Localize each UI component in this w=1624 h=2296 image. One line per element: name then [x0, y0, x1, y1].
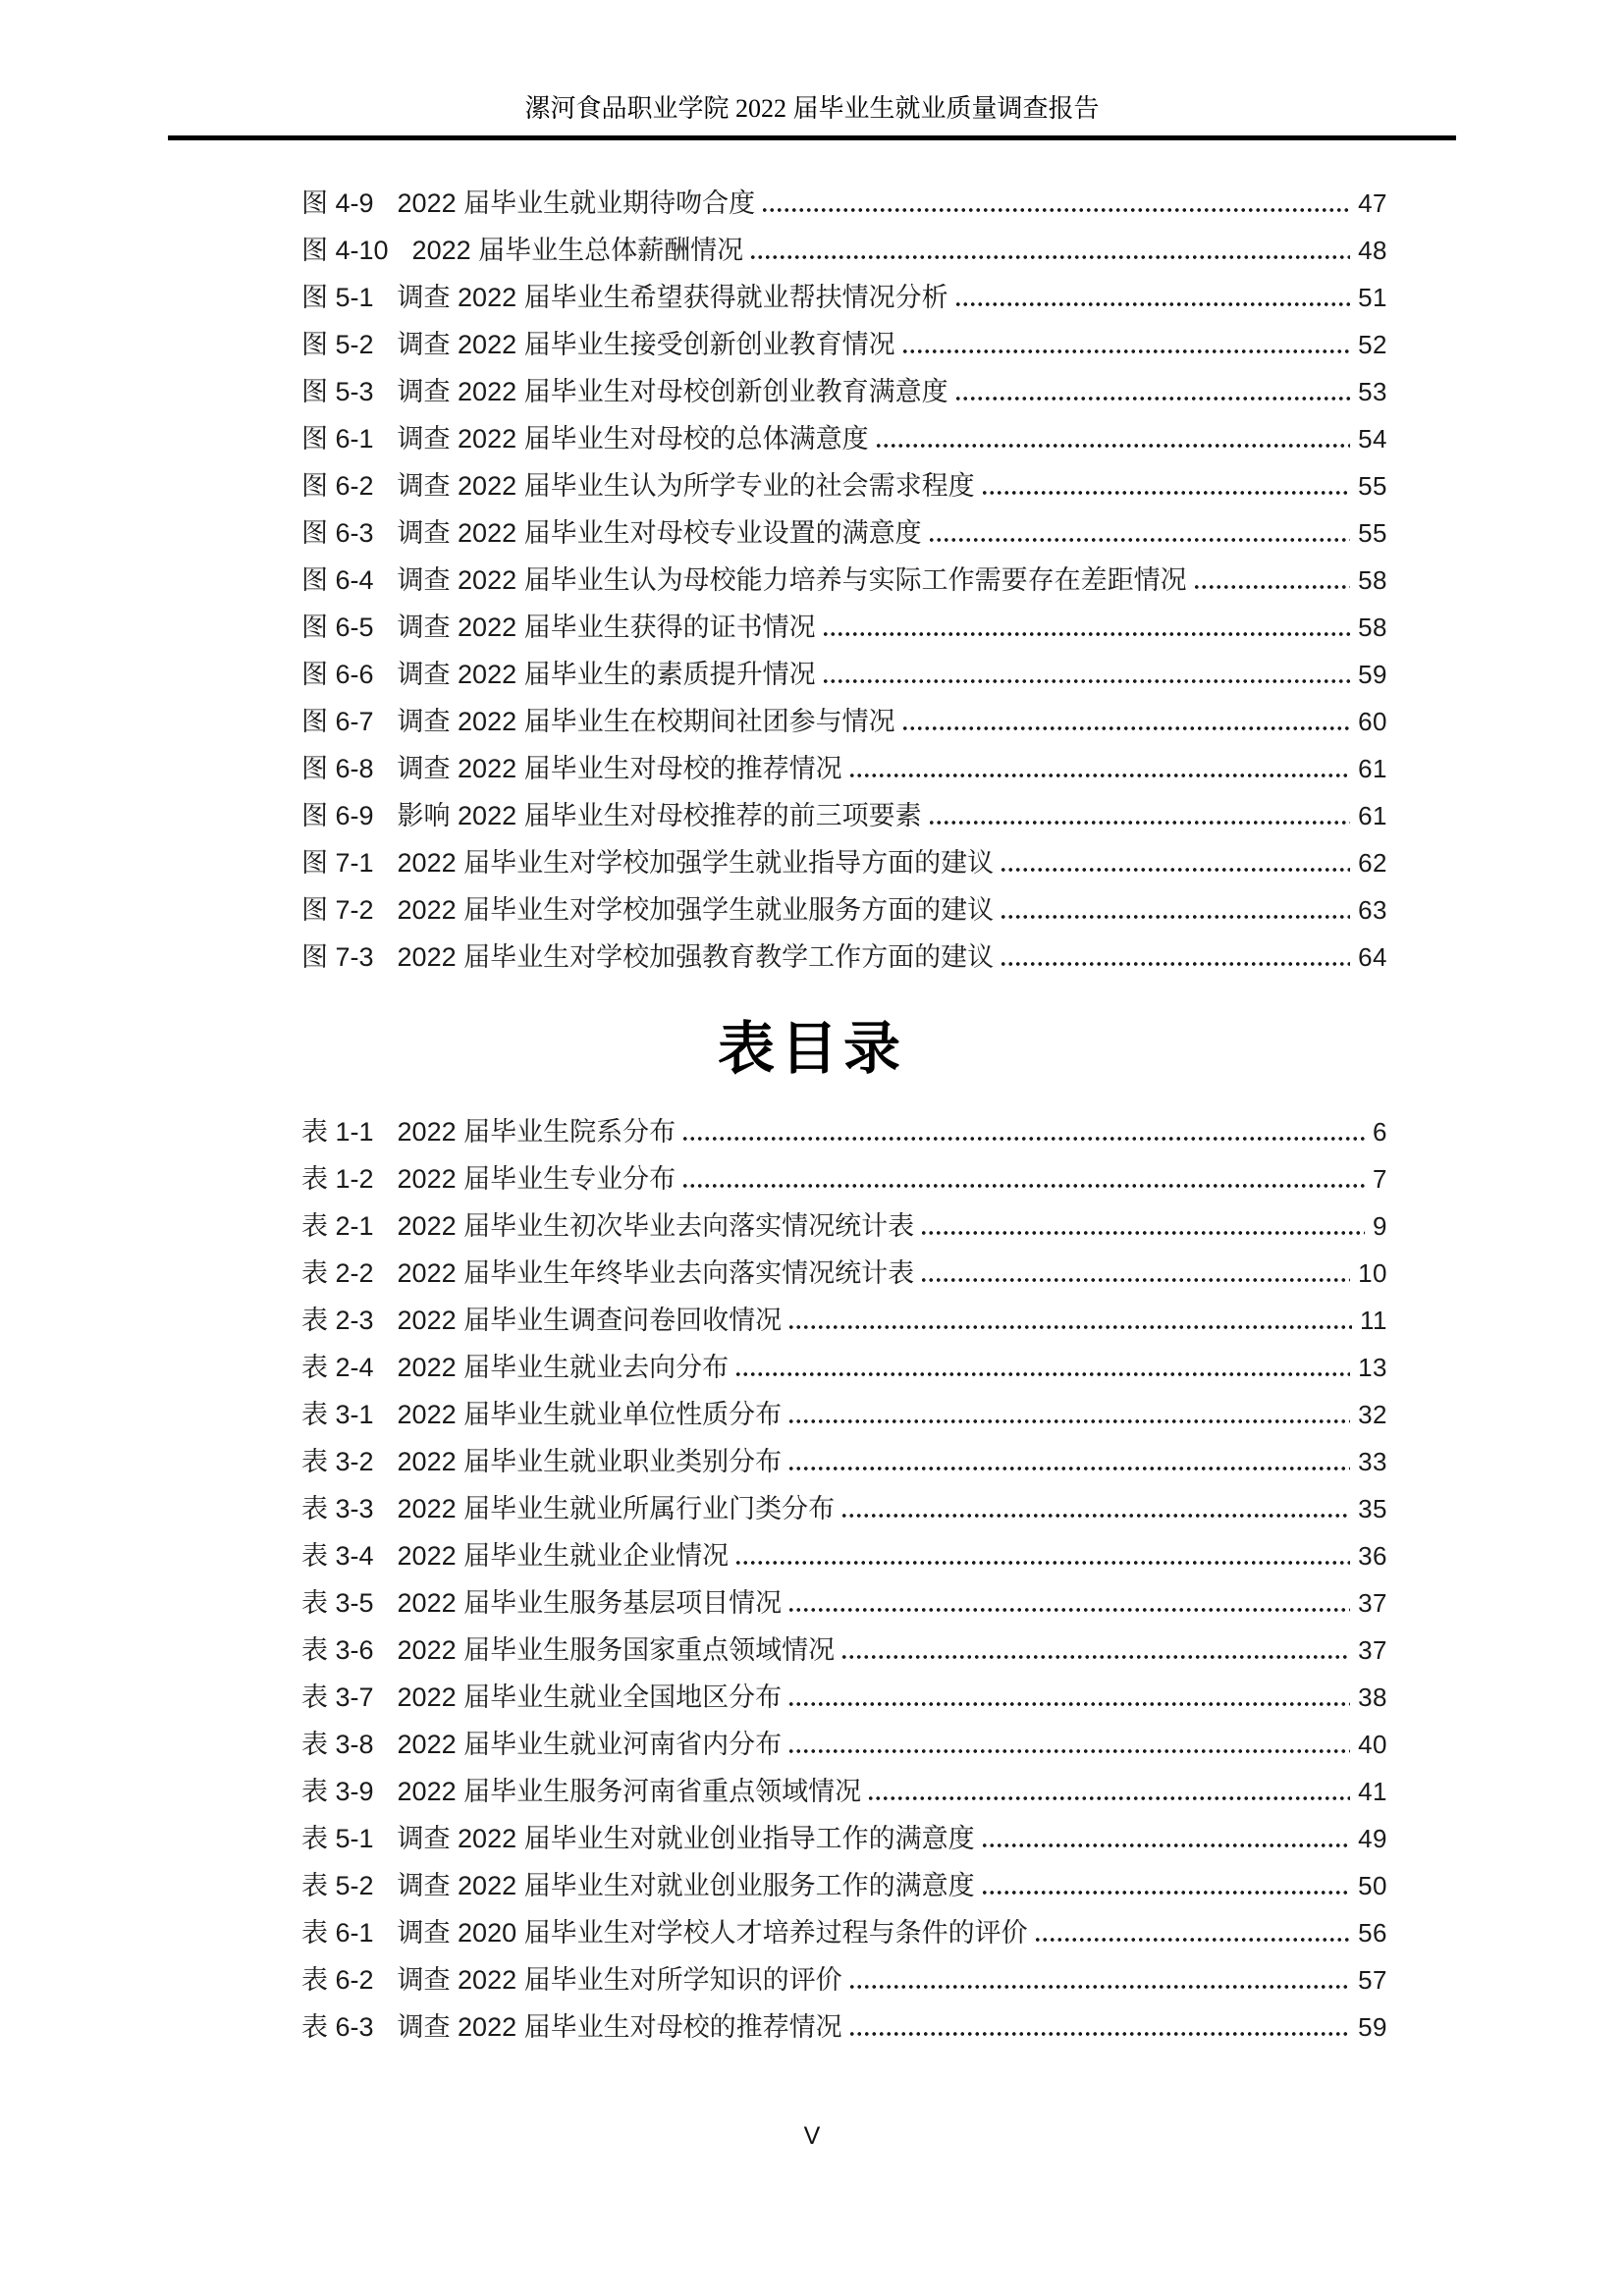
toc-entry-label: 表 3-6	[301, 1635, 374, 1665]
dot-leader	[681, 1108, 1365, 1155]
toc-entry-page-number: 38	[1358, 1682, 1387, 1712]
toc-entry-label: 图 6-6	[301, 660, 374, 689]
toc-entry[interactable]	[301, 745, 1387, 792]
toc-entry-title: 调查 2022 届毕业生对所学知识的评价	[397, 1965, 842, 1995]
toc-entry-title: 调查 2022 届毕业生对母校创新创业教育满意度	[397, 377, 948, 406]
toc-entry-page-number: 50	[1358, 1871, 1387, 1900]
toc-entry-label: 表 5-1	[301, 1824, 374, 1853]
toc-entry[interactable]	[301, 274, 1387, 321]
toc-entry-page-number: 59	[1358, 660, 1387, 689]
toc-entry-title: 调查 2022 届毕业生对就业创业指导工作的满意度	[397, 1824, 975, 1853]
toc-entry-label: 表 3-7	[301, 1682, 374, 1712]
toc-entry[interactable]	[301, 1862, 1387, 1909]
toc-entry-page-number: 9	[1373, 1211, 1387, 1241]
figure-toc-list	[301, 180, 1387, 981]
toc-entry-title: 调查 2022 届毕业生对母校的推荐情况	[397, 2012, 842, 2042]
toc-entry-page-number: 37	[1358, 1588, 1387, 1618]
toc-entry-page-number: 51	[1358, 283, 1387, 312]
toc-entry-title: 调查 2022 届毕业生对就业创业服务工作的满意度	[397, 1871, 975, 1900]
toc-entry-label: 图 7-1	[301, 848, 374, 878]
dot-leader	[734, 1532, 1350, 1579]
dot-leader	[981, 1862, 1350, 1909]
toc-entry-title: 2022 届毕业生服务国家重点领域情况	[397, 1635, 836, 1665]
toc-entry-title: 2022 届毕业生就业期待吻合度	[397, 188, 756, 218]
toc-entry-label: 表 5-2	[301, 1871, 374, 1900]
toc-entry-label: 表 2-4	[301, 1353, 374, 1382]
toc-entry-label: 表 3-5	[301, 1588, 374, 1618]
toc-entry[interactable]	[301, 1155, 1387, 1202]
toc-entry-page-number: 11	[1360, 1306, 1387, 1335]
toc-entry-page-number: 33	[1358, 1447, 1387, 1476]
toc-entry-label: 图 6-4	[301, 565, 374, 595]
toc-entry[interactable]	[301, 1391, 1387, 1438]
dot-leader	[867, 1768, 1350, 1815]
toc-entry[interactable]	[301, 1438, 1387, 1485]
toc-entry-label: 图 6-7	[301, 707, 374, 736]
dot-leader	[981, 1815, 1350, 1862]
toc-entry-title: 2022 届毕业生初次毕业去向落实情况统计表	[397, 1211, 915, 1241]
toc-entry-page-number: 10	[1358, 1258, 1387, 1288]
dot-leader	[787, 1579, 1350, 1627]
dot-leader	[681, 1155, 1365, 1202]
toc-entry-title: 2022 届毕业生调查问卷回收情况	[397, 1306, 783, 1335]
toc-entry-title: 2022 届毕业生就业单位性质分布	[397, 1400, 783, 1429]
toc-entry-label: 表 2-2	[301, 1258, 374, 1288]
toc-entry-page-number: 41	[1358, 1777, 1387, 1806]
toc-entry[interactable]	[301, 1627, 1387, 1674]
toc-entry-page-number: 62	[1358, 848, 1387, 878]
dot-leader	[1000, 934, 1350, 981]
dot-leader	[840, 1485, 1350, 1532]
toc-entry-title: 调查 2022 届毕业生认为所学专业的社会需求程度	[397, 471, 975, 501]
toc-entry-title: 2022 届毕业生对学校加强学生就业指导方面的建议	[397, 848, 995, 878]
toc-entry[interactable]	[301, 839, 1387, 886]
toc-entry[interactable]	[301, 321, 1387, 368]
toc-entry-page-number: 36	[1358, 1541, 1387, 1571]
dot-leader	[875, 415, 1350, 462]
toc-entry-title: 调查 2022 届毕业生对母校专业设置的满意度	[397, 518, 922, 548]
dot-leader	[822, 651, 1350, 698]
dot-leader	[954, 274, 1350, 321]
dot-leader	[1193, 557, 1350, 604]
toc-entry-label: 表 3-8	[301, 1730, 374, 1759]
toc-entry-title: 2022 届毕业生就业所属行业门类分布	[397, 1494, 836, 1523]
toc-entry[interactable]	[301, 1108, 1387, 1155]
toc-entry-page-number: 48	[1358, 236, 1387, 265]
dot-leader	[848, 1956, 1350, 2003]
toc-entry-label: 表 6-3	[301, 2012, 374, 2042]
toc-entry-page-number: 47	[1358, 188, 1387, 218]
toc-entry-title: 2022 届毕业生就业去向分布	[397, 1353, 730, 1382]
toc-entry-label: 表 6-1	[301, 1918, 374, 1948]
toc-entry-page-number: 13	[1358, 1353, 1387, 1382]
toc-entry-label: 图 5-1	[301, 283, 374, 312]
dot-leader	[734, 1344, 1350, 1391]
toc-entry[interactable]	[301, 1768, 1387, 1815]
toc-entry-label: 图 7-3	[301, 942, 374, 972]
toc-entry-label: 图 6-5	[301, 613, 374, 642]
toc-entry[interactable]	[301, 180, 1387, 227]
document-header-title: 漯河食品职业学院 2022 届毕业生就业质量调查报告	[524, 94, 1100, 123]
toc-entry-label: 表 1-2	[301, 1164, 374, 1194]
toc-entry-page-number: 57	[1358, 1965, 1387, 1995]
toc-entry[interactable]	[301, 1297, 1387, 1344]
toc-entry-label: 表 3-9	[301, 1777, 374, 1806]
dot-leader	[787, 1674, 1350, 1721]
toc-entry[interactable]	[301, 1532, 1387, 1579]
toc-entry[interactable]	[301, 792, 1387, 839]
toc-entry-title: 2022 届毕业生院系分布	[397, 1117, 677, 1147]
header-rule	[168, 135, 1456, 140]
toc-entry-title: 调查 2022 届毕业生在校期间社团参与情况	[397, 707, 895, 736]
toc-entry[interactable]	[301, 1815, 1387, 1862]
toc-entry-label: 图 6-2	[301, 471, 374, 501]
toc-entry[interactable]	[301, 227, 1387, 274]
toc-entry[interactable]	[301, 368, 1387, 415]
toc-entry-page-number: 52	[1358, 330, 1387, 359]
page-number-footer: V	[803, 2122, 821, 2150]
dot-leader	[822, 604, 1350, 651]
toc-entry[interactable]	[301, 698, 1387, 745]
toc-entry[interactable]	[301, 886, 1387, 934]
toc-entry[interactable]	[301, 604, 1387, 651]
dot-leader	[901, 698, 1350, 745]
table-toc-heading: 表目录	[717, 1017, 906, 1081]
toc-entry[interactable]	[301, 934, 1387, 981]
dot-leader	[787, 1391, 1350, 1438]
toc-entry-title: 2022 届毕业生对学校加强教育教学工作方面的建议	[397, 942, 995, 972]
toc-entry-title: 2022 届毕业生专业分布	[397, 1164, 677, 1194]
toc-entry-page-number: 61	[1358, 754, 1387, 783]
toc-entry-title: 调查 2020 届毕业生对学校人才培养过程与条件的评价	[397, 1918, 1028, 1948]
toc-entry-page-number: 35	[1358, 1494, 1387, 1523]
toc-entry-page-number: 53	[1358, 377, 1387, 406]
dot-leader	[840, 1627, 1350, 1674]
dot-leader	[1000, 886, 1350, 934]
toc-entry[interactable]	[301, 1202, 1387, 1250]
dot-leader	[981, 462, 1350, 509]
toc-entry-title: 2022 届毕业生对学校加强学生就业服务方面的建议	[397, 895, 995, 925]
dot-leader	[928, 509, 1350, 557]
toc-entry-title: 2022 届毕业生总体薪酬情况	[411, 236, 744, 265]
toc-entry-page-number: 49	[1358, 1824, 1387, 1853]
table-toc-list	[301, 1108, 1387, 2051]
toc-entry[interactable]	[301, 1674, 1387, 1721]
toc-entry-page-number: 32	[1358, 1400, 1387, 1429]
toc-entry-label: 图 6-1	[301, 424, 374, 454]
toc-entry-page-number: 6	[1373, 1117, 1387, 1147]
toc-entry-page-number: 37	[1358, 1635, 1387, 1665]
dot-leader	[920, 1202, 1365, 1250]
toc-entry-page-number: 63	[1358, 895, 1387, 925]
toc-entry-page-number: 58	[1358, 613, 1387, 642]
dot-leader	[787, 1438, 1350, 1485]
toc-entry-label: 表 6-2	[301, 1965, 374, 1995]
dot-leader	[901, 321, 1350, 368]
toc-entry-label: 图 4-9	[301, 188, 374, 218]
toc-entry-label: 表 3-4	[301, 1541, 374, 1571]
toc-entry-title: 调查 2022 届毕业生认为母校能力培养与实际工作需要存在差距情况	[397, 565, 1187, 595]
toc-entry[interactable]	[301, 557, 1387, 604]
toc-entry-page-number: 7	[1373, 1164, 1387, 1194]
toc-entry-label: 表 2-1	[301, 1211, 374, 1241]
toc-entry[interactable]	[301, 1956, 1387, 2003]
page-header	[0, 0, 1624, 140]
toc-entry-label: 图 5-2	[301, 330, 374, 359]
dot-leader	[761, 180, 1350, 227]
toc-entry-title: 2022 届毕业生服务河南省重点领域情况	[397, 1777, 862, 1806]
toc-entry-label: 图 6-9	[301, 801, 374, 830]
dot-leader	[787, 1721, 1350, 1768]
toc-entry-title: 调查 2022 届毕业生的素质提升情况	[397, 660, 816, 689]
toc-entry-label: 表 3-2	[301, 1447, 374, 1476]
toc-entry[interactable]	[301, 651, 1387, 698]
toc-entry-label: 表 3-1	[301, 1400, 374, 1429]
toc-entry-title: 调查 2022 届毕业生希望获得就业帮扶情况分析	[397, 283, 948, 312]
toc-entry-title: 2022 届毕业生就业河南省内分布	[397, 1730, 783, 1759]
toc-entry[interactable]	[301, 1721, 1387, 1768]
toc-entry[interactable]	[301, 2003, 1387, 2051]
toc-entry-page-number: 55	[1358, 471, 1387, 501]
toc-entry-page-number: 58	[1358, 565, 1387, 595]
toc-entry-label: 表 1-1	[301, 1117, 374, 1147]
toc-entry-title: 调查 2022 届毕业生获得的证书情况	[397, 613, 816, 642]
toc-entry-label: 图 7-2	[301, 895, 374, 925]
dot-leader	[848, 2003, 1350, 2051]
toc-entry-page-number: 61	[1358, 801, 1387, 830]
toc-entry-title: 调查 2022 届毕业生接受创新创业教育情况	[397, 330, 895, 359]
toc-entry-page-number: 59	[1358, 2012, 1387, 2042]
toc-entry-title: 调查 2022 届毕业生对母校的推荐情况	[397, 754, 842, 783]
toc-entry[interactable]	[301, 1250, 1387, 1297]
toc-entry[interactable]	[301, 509, 1387, 557]
toc-entry-title: 2022 届毕业生年终毕业去向落实情况统计表	[397, 1258, 915, 1288]
dot-leader	[1000, 839, 1350, 886]
toc-entry-label: 图 6-3	[301, 518, 374, 548]
toc-entry[interactable]	[301, 1485, 1387, 1532]
toc-entry-title: 调查 2022 届毕业生对母校的总体满意度	[397, 424, 869, 454]
toc-entry-label: 表 2-3	[301, 1306, 374, 1335]
toc-entry-label: 图 6-8	[301, 754, 374, 783]
toc-entry[interactable]	[301, 462, 1387, 509]
toc-entry-label: 图 5-3	[301, 377, 374, 406]
toc-entry-title: 2022 届毕业生服务基层项目情况	[397, 1588, 783, 1618]
dot-leader	[749, 227, 1350, 274]
toc-entry-title: 2022 届毕业生就业职业类别分布	[397, 1447, 783, 1476]
toc-entry-title: 影响 2022 届毕业生对母校推荐的前三项要素	[397, 801, 922, 830]
toc-entry-page-number: 56	[1358, 1918, 1387, 1948]
dot-leader	[920, 1250, 1350, 1297]
toc-entry-page-number: 60	[1358, 707, 1387, 736]
dot-leader	[954, 368, 1350, 415]
toc-entry-label: 图 4-10	[301, 236, 389, 265]
toc-entry[interactable]	[301, 1344, 1387, 1391]
toc-entry-title: 2022 届毕业生就业全国地区分布	[397, 1682, 783, 1712]
dot-leader	[1034, 1909, 1350, 1956]
toc-entry-page-number: 55	[1358, 518, 1387, 548]
dot-leader	[848, 745, 1350, 792]
dot-leader	[928, 792, 1350, 839]
toc-entry[interactable]	[301, 1579, 1387, 1627]
toc-entry[interactable]	[301, 415, 1387, 462]
dot-leader	[787, 1297, 1352, 1344]
toc-entry-title: 2022 届毕业生就业企业情况	[397, 1541, 730, 1571]
toc-entry-page-number: 54	[1358, 424, 1387, 454]
toc-entry-page-number: 64	[1358, 942, 1387, 972]
toc-entry-page-number: 40	[1358, 1730, 1387, 1759]
toc-entry-label: 表 3-3	[301, 1494, 374, 1523]
toc-entry[interactable]	[301, 1909, 1387, 1956]
